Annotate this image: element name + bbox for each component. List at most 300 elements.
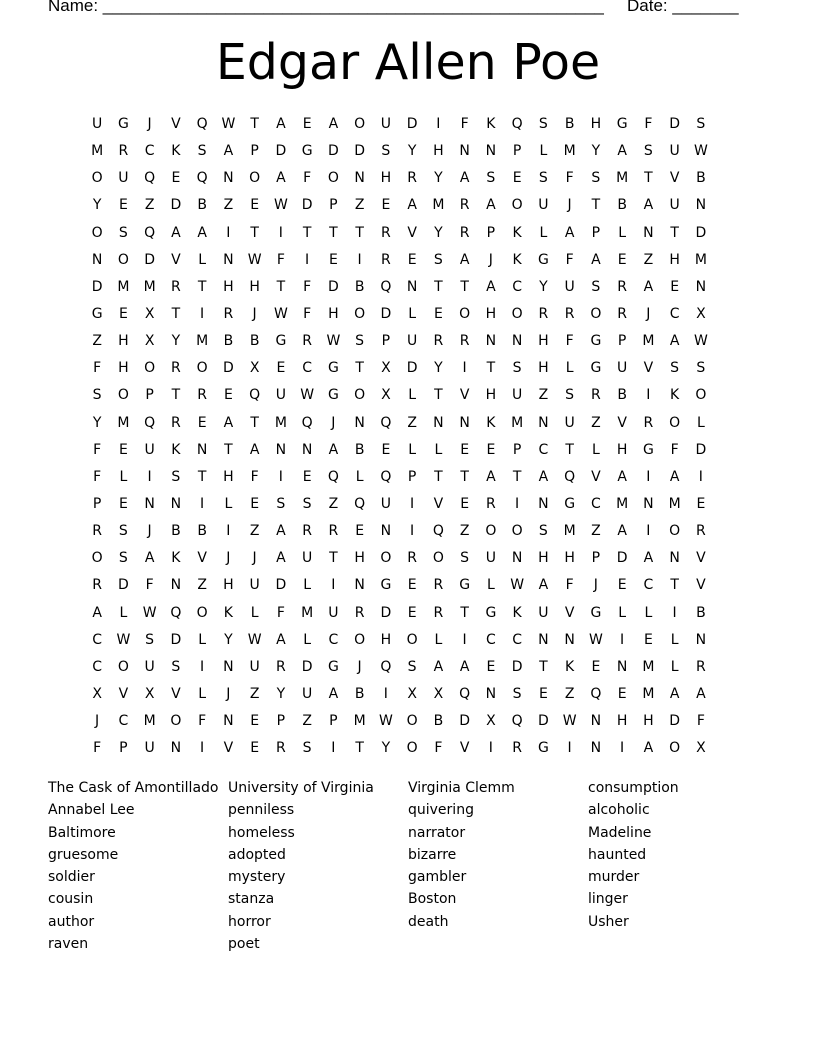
grid-letter[interactable]: V bbox=[197, 550, 207, 567]
grid-letter[interactable]: M bbox=[642, 685, 655, 702]
grid-letter[interactable]: O bbox=[669, 740, 681, 757]
grid-letter[interactable]: X bbox=[433, 685, 444, 702]
grid-letter[interactable]: G bbox=[327, 658, 339, 675]
grid-letter[interactable]: Z bbox=[591, 414, 601, 431]
grid-letter[interactable]: T bbox=[539, 658, 548, 675]
grid-letter[interactable]: E bbox=[118, 441, 128, 458]
grid-letter[interactable]: V bbox=[643, 360, 654, 377]
grid-letter[interactable]: J bbox=[488, 251, 493, 268]
grid-letter[interactable]: J bbox=[95, 713, 100, 730]
grid-letter[interactable]: A bbox=[276, 116, 286, 132]
grid-letter[interactable]: B bbox=[197, 523, 207, 540]
grid-letter[interactable]: H bbox=[564, 550, 575, 567]
grid-letter[interactable]: K bbox=[512, 251, 522, 268]
grid-letter[interactable]: L bbox=[408, 305, 417, 322]
date-field[interactable]: Date: _______ bbox=[627, 0, 739, 15]
grid-letter[interactable]: N bbox=[616, 658, 628, 675]
grid-letter[interactable]: R bbox=[407, 170, 417, 187]
grid-letter[interactable]: H bbox=[328, 305, 339, 322]
grid-letter[interactable]: S bbox=[302, 740, 312, 757]
grid-letter[interactable]: C bbox=[92, 631, 103, 648]
grid-letter[interactable]: M bbox=[563, 523, 576, 540]
grid-letter[interactable]: H bbox=[485, 387, 497, 404]
grid-letter[interactable]: D bbox=[354, 143, 366, 160]
grid-letter[interactable]: O bbox=[249, 170, 261, 187]
grid-letter[interactable]: X bbox=[144, 685, 155, 702]
grid-letter[interactable]: O bbox=[511, 305, 523, 322]
grid-letter[interactable]: E bbox=[512, 170, 522, 187]
grid-letter[interactable]: P bbox=[512, 441, 522, 458]
grid-letter[interactable]: L bbox=[198, 631, 207, 648]
grid-letter[interactable]: K bbox=[223, 604, 233, 621]
grid-letter[interactable]: E bbox=[696, 495, 706, 512]
grid-letter[interactable]: B bbox=[617, 387, 627, 404]
grid-letter[interactable]: E bbox=[118, 495, 128, 512]
grid-letter[interactable]: E bbox=[276, 360, 286, 377]
grid-letter[interactable]: N bbox=[695, 278, 707, 295]
grid-letter[interactable]: V bbox=[171, 685, 181, 702]
grid-letter[interactable]: Q bbox=[380, 278, 392, 295]
grid-letter[interactable]: F bbox=[696, 713, 705, 730]
grid-letter[interactable]: E bbox=[407, 251, 417, 268]
grid-letter[interactable]: I bbox=[357, 251, 362, 268]
grid-letter[interactable]: T bbox=[434, 387, 443, 404]
grid-letter[interactable]: E bbox=[670, 278, 680, 295]
grid-letter[interactable]: I bbox=[305, 251, 310, 268]
grid-letter[interactable]: N bbox=[643, 224, 654, 241]
grid-letter[interactable]: S bbox=[591, 278, 601, 295]
grid-letter[interactable]: T bbox=[591, 197, 601, 214]
grid-letter[interactable]: E bbox=[171, 170, 181, 187]
grid-letter[interactable]: R bbox=[433, 577, 444, 594]
grid-letter[interactable]: N bbox=[223, 658, 234, 675]
grid-letter[interactable]: R bbox=[643, 414, 654, 431]
grid-letter[interactable]: H bbox=[380, 631, 392, 648]
grid-letter[interactable]: N bbox=[223, 251, 234, 268]
grid-letter[interactable]: X bbox=[92, 685, 102, 702]
grid-letter[interactable]: Y bbox=[434, 224, 443, 241]
grid-letter[interactable]: N bbox=[223, 713, 234, 730]
grid-letter[interactable]: G bbox=[537, 251, 549, 268]
grid-letter[interactable]: L bbox=[408, 441, 417, 458]
grid-letter[interactable]: L bbox=[408, 387, 417, 404]
grid-letter[interactable]: P bbox=[119, 740, 128, 757]
grid-letter[interactable]: I bbox=[383, 685, 388, 702]
grid-letter[interactable]: I bbox=[672, 604, 677, 621]
grid-letter[interactable]: T bbox=[197, 468, 207, 485]
grid-letter[interactable]: L bbox=[670, 658, 679, 675]
grid-letter[interactable]: A bbox=[643, 740, 654, 757]
grid-letter[interactable]: J bbox=[567, 197, 572, 214]
grid-letter[interactable]: R bbox=[407, 550, 417, 567]
grid-letter[interactable]: F bbox=[93, 441, 102, 458]
grid-letter[interactable]: R bbox=[223, 305, 234, 322]
grid-letter[interactable]: Z bbox=[591, 523, 601, 540]
grid-letter[interactable]: I bbox=[646, 523, 651, 540]
grid-letter[interactable]: E bbox=[486, 441, 496, 458]
grid-letter[interactable]: F bbox=[303, 170, 312, 187]
grid-letter[interactable]: I bbox=[646, 387, 651, 404]
grid-letter[interactable]: W bbox=[273, 305, 288, 322]
grid-letter[interactable]: L bbox=[644, 604, 653, 621]
grid-letter[interactable]: H bbox=[223, 468, 234, 485]
grid-letter[interactable]: A bbox=[538, 468, 549, 485]
grid-letter[interactable]: A bbox=[92, 604, 102, 621]
grid-letter[interactable]: Z bbox=[354, 197, 365, 214]
grid-letter[interactable]: E bbox=[118, 305, 128, 322]
grid-letter[interactable]: C bbox=[302, 360, 313, 377]
grid-letter[interactable]: F bbox=[565, 170, 574, 187]
grid-letter[interactable]: V bbox=[669, 170, 680, 187]
grid-letter[interactable]: E bbox=[328, 251, 338, 268]
grid-letter[interactable]: G bbox=[327, 387, 339, 404]
grid-letter[interactable]: M bbox=[196, 333, 209, 350]
grid-letter[interactable]: K bbox=[171, 441, 181, 458]
grid-letter[interactable]: G bbox=[301, 143, 313, 160]
grid-letter[interactable]: N bbox=[170, 495, 182, 512]
grid-letter[interactable]: H bbox=[538, 333, 549, 350]
grid-letter[interactable]: E bbox=[617, 685, 627, 702]
grid-letter[interactable]: G bbox=[616, 116, 628, 132]
grid-letter[interactable]: D bbox=[511, 658, 523, 675]
grid-letter[interactable]: D bbox=[380, 604, 392, 621]
grid-letter[interactable]: N bbox=[433, 414, 444, 431]
grid-letter[interactable]: Q bbox=[301, 414, 313, 431]
grid-letter[interactable]: E bbox=[407, 604, 417, 621]
grid-letter[interactable]: W bbox=[221, 116, 236, 132]
grid-letter[interactable]: B bbox=[249, 333, 260, 350]
grid-letter[interactable]: N bbox=[669, 550, 680, 567]
grid-letter[interactable]: L bbox=[303, 631, 312, 648]
grid-letter[interactable]: B bbox=[171, 523, 181, 540]
grid-letter[interactable]: A bbox=[486, 278, 496, 295]
grid-letter[interactable]: Y bbox=[381, 740, 391, 757]
grid-letter[interactable]: E bbox=[591, 658, 601, 675]
grid-letter[interactable]: A bbox=[459, 170, 470, 187]
grid-letter[interactable]: Z bbox=[643, 251, 654, 268]
grid-letter[interactable]: D bbox=[380, 305, 392, 322]
grid-letter[interactable]: R bbox=[696, 658, 706, 675]
grid-letter[interactable]: Z bbox=[564, 685, 575, 702]
grid-letter[interactable]: V bbox=[696, 550, 706, 567]
grid-letter[interactable]: G bbox=[380, 577, 392, 594]
grid-letter[interactable]: X bbox=[696, 740, 706, 757]
grid-letter[interactable]: O bbox=[459, 305, 471, 322]
grid-letter[interactable]: F bbox=[93, 740, 102, 757]
grid-letter[interactable]: A bbox=[459, 251, 470, 268]
grid-letter[interactable]: H bbox=[433, 143, 444, 160]
grid-letter[interactable]: E bbox=[223, 387, 233, 404]
grid-letter[interactable]: H bbox=[223, 278, 234, 295]
grid-letter[interactable]: M bbox=[301, 604, 314, 621]
grid-letter[interactable]: H bbox=[538, 550, 549, 567]
grid-letter[interactable]: C bbox=[328, 631, 339, 648]
grid-letter[interactable]: R bbox=[381, 251, 391, 268]
grid-letter[interactable]: O bbox=[117, 387, 129, 404]
grid-letter[interactable]: D bbox=[327, 143, 339, 160]
grid-letter[interactable]: I bbox=[226, 224, 231, 241]
grid-letter[interactable]: N bbox=[354, 577, 365, 594]
grid-letter[interactable]: T bbox=[670, 224, 679, 241]
grid-letter[interactable]: T bbox=[565, 441, 574, 458]
grid-letter[interactable]: I bbox=[698, 468, 703, 485]
grid-letter[interactable]: E bbox=[486, 658, 496, 675]
grid-letter[interactable]: D bbox=[327, 278, 339, 295]
grid-letter[interactable]: Q bbox=[380, 468, 392, 485]
grid-letter[interactable]: T bbox=[670, 577, 679, 594]
grid-letter[interactable]: D bbox=[117, 577, 129, 594]
grid-letter[interactable]: K bbox=[565, 658, 575, 675]
grid-letter[interactable]: U bbox=[302, 685, 313, 702]
grid-letter[interactable]: O bbox=[511, 197, 523, 214]
grid-letter[interactable]: Z bbox=[223, 197, 234, 214]
grid-letter[interactable]: U bbox=[564, 278, 575, 295]
grid-letter[interactable]: W bbox=[693, 143, 708, 160]
grid-letter[interactable]: T bbox=[302, 224, 312, 241]
grid-letter[interactable]: R bbox=[381, 224, 391, 241]
grid-letter[interactable]: S bbox=[171, 658, 181, 675]
grid-letter[interactable]: Y bbox=[591, 143, 601, 160]
grid-letter[interactable]: Z bbox=[407, 414, 417, 431]
grid-letter[interactable]: S bbox=[486, 170, 496, 187]
grid-letter[interactable]: R bbox=[171, 278, 181, 295]
grid-letter[interactable]: T bbox=[171, 305, 181, 322]
grid-letter[interactable]: M bbox=[668, 495, 681, 512]
grid-letter[interactable]: X bbox=[407, 685, 417, 702]
grid-letter[interactable]: C bbox=[643, 577, 654, 594]
grid-letter[interactable]: Q bbox=[144, 170, 156, 187]
grid-letter[interactable]: A bbox=[669, 685, 680, 702]
grid-letter[interactable]: I bbox=[515, 495, 520, 512]
grid-letter[interactable]: L bbox=[670, 631, 679, 648]
grid-letter[interactable]: T bbox=[329, 224, 338, 241]
grid-letter[interactable]: B bbox=[354, 441, 365, 458]
grid-letter[interactable]: I bbox=[567, 740, 572, 757]
grid-letter[interactable]: Y bbox=[407, 143, 417, 160]
grid-letter[interactable]: Y bbox=[276, 685, 286, 702]
grid-letter[interactable]: R bbox=[171, 360, 181, 377]
grid-letter[interactable]: H bbox=[643, 713, 654, 730]
grid-letter[interactable]: G bbox=[564, 495, 576, 512]
grid-letter[interactable]: B bbox=[696, 170, 706, 187]
grid-letter[interactable]: S bbox=[591, 170, 601, 187]
grid-letter[interactable]: Q bbox=[249, 387, 261, 404]
grid-letter[interactable]: I bbox=[200, 658, 205, 675]
grid-letter[interactable]: P bbox=[329, 197, 338, 214]
grid-letter[interactable]: M bbox=[143, 713, 156, 730]
grid-letter[interactable]: B bbox=[433, 713, 444, 730]
grid-letter[interactable]: O bbox=[432, 550, 444, 567]
grid-letter[interactable]: H bbox=[380, 170, 392, 187]
grid-letter[interactable]: S bbox=[276, 495, 286, 512]
grid-letter[interactable]: I bbox=[488, 740, 493, 757]
grid-letter[interactable]: S bbox=[407, 658, 417, 675]
grid-letter[interactable]: L bbox=[591, 441, 600, 458]
grid-letter[interactable]: O bbox=[406, 713, 418, 730]
grid-letter[interactable]: V bbox=[407, 224, 417, 241]
grid-letter[interactable]: A bbox=[486, 197, 496, 214]
grid-letter[interactable]: I bbox=[200, 305, 205, 322]
grid-letter[interactable]: O bbox=[695, 387, 707, 404]
grid-letter[interactable]: A bbox=[276, 523, 286, 540]
grid-letter[interactable]: N bbox=[406, 278, 418, 295]
grid-letter[interactable]: R bbox=[92, 523, 102, 540]
grid-letter[interactable]: Y bbox=[171, 333, 181, 350]
grid-letter[interactable]: A bbox=[617, 523, 627, 540]
grid-letter[interactable]: W bbox=[247, 631, 262, 648]
grid-letter[interactable]: R bbox=[512, 740, 522, 757]
grid-letter[interactable]: A bbox=[617, 143, 627, 160]
grid-letter[interactable]: N bbox=[485, 685, 497, 702]
grid-letter[interactable]: I bbox=[200, 740, 205, 757]
grid-letter[interactable]: M bbox=[642, 658, 655, 675]
grid-letter[interactable]: O bbox=[406, 740, 418, 757]
grid-letter[interactable]: Q bbox=[327, 468, 339, 485]
grid-letter[interactable]: P bbox=[276, 713, 286, 730]
grid-letter[interactable]: A bbox=[171, 224, 181, 241]
grid-letter[interactable]: O bbox=[511, 523, 523, 540]
grid-letter[interactable]: D bbox=[669, 116, 681, 132]
grid-letter[interactable]: H bbox=[616, 441, 628, 458]
grid-letter[interactable]: L bbox=[198, 251, 207, 268]
grid-letter[interactable]: V bbox=[171, 116, 181, 132]
grid-letter[interactable]: F bbox=[303, 278, 312, 295]
grid-letter[interactable]: S bbox=[696, 360, 706, 377]
grid-letter[interactable]: Q bbox=[144, 224, 156, 241]
grid-letter[interactable]: B bbox=[354, 278, 365, 295]
grid-letter[interactable]: I bbox=[278, 224, 283, 241]
grid-letter[interactable]: K bbox=[670, 387, 680, 404]
grid-letter[interactable]: U bbox=[669, 197, 680, 214]
grid-letter[interactable]: S bbox=[512, 685, 522, 702]
grid-letter[interactable]: R bbox=[486, 495, 496, 512]
grid-letter[interactable]: Y bbox=[434, 170, 443, 187]
grid-letter[interactable]: P bbox=[329, 713, 338, 730]
grid-letter[interactable]: X bbox=[486, 713, 496, 730]
grid-letter[interactable]: O bbox=[91, 170, 103, 187]
grid-letter[interactable]: G bbox=[275, 333, 287, 350]
grid-letter[interactable]: U bbox=[485, 550, 496, 567]
grid-letter[interactable]: I bbox=[331, 577, 336, 594]
grid-letter[interactable]: N bbox=[354, 414, 365, 431]
grid-letter[interactable]: R bbox=[564, 305, 575, 322]
grid-letter[interactable]: L bbox=[355, 468, 364, 485]
grid-letter[interactable]: D bbox=[669, 713, 681, 730]
grid-letter[interactable]: S bbox=[118, 550, 128, 567]
grid-letter[interactable]: F bbox=[276, 604, 285, 621]
grid-letter[interactable]: B bbox=[197, 197, 207, 214]
grid-letter[interactable]: W bbox=[510, 577, 525, 594]
grid-letter[interactable]: N bbox=[538, 495, 549, 512]
grid-letter[interactable]: Y bbox=[539, 278, 548, 295]
grid-letter[interactable]: N bbox=[511, 550, 523, 567]
grid-letter[interactable]: I bbox=[436, 116, 441, 132]
grid-letter[interactable]: K bbox=[171, 550, 181, 567]
grid-letter[interactable]: N bbox=[643, 495, 654, 512]
grid-letter[interactable]: V bbox=[696, 577, 706, 594]
grid-letter[interactable]: I bbox=[410, 523, 415, 540]
grid-letter[interactable]: A bbox=[643, 550, 654, 567]
grid-letter[interactable]: L bbox=[434, 441, 443, 458]
grid-letter[interactable]: V bbox=[459, 740, 470, 757]
grid-letter[interactable]: R bbox=[118, 143, 129, 160]
grid-letter[interactable]: L bbox=[250, 604, 259, 621]
grid-letter[interactable]: F bbox=[93, 360, 102, 377]
grid-letter[interactable]: M bbox=[143, 278, 156, 295]
grid-letter[interactable]: A bbox=[433, 658, 444, 675]
grid-letter[interactable]: A bbox=[223, 414, 234, 431]
grid-letter[interactable]: P bbox=[486, 224, 496, 241]
grid-letter[interactable]: G bbox=[91, 305, 103, 322]
grid-letter[interactable]: L bbox=[119, 604, 128, 621]
grid-letter[interactable]: A bbox=[328, 685, 339, 702]
grid-letter[interactable]: J bbox=[147, 116, 152, 132]
grid-letter[interactable]: A bbox=[617, 468, 627, 485]
grid-letter[interactable]: L bbox=[119, 468, 128, 485]
grid-letter[interactable]: S bbox=[118, 224, 128, 241]
grid-letter[interactable]: E bbox=[118, 197, 128, 214]
grid-letter[interactable]: Z bbox=[92, 333, 102, 350]
grid-letter[interactable]: O bbox=[327, 170, 339, 187]
grid-letter[interactable]: O bbox=[380, 550, 392, 567]
grid-letter[interactable]: S bbox=[355, 333, 365, 350]
grid-letter[interactable]: T bbox=[250, 224, 259, 241]
grid-letter[interactable]: M bbox=[117, 414, 130, 431]
grid-letter[interactable]: F bbox=[276, 251, 285, 268]
grid-letter[interactable]: K bbox=[486, 116, 496, 132]
grid-letter[interactable]: M bbox=[642, 333, 655, 350]
grid-letter[interactable]: T bbox=[276, 278, 286, 295]
grid-letter[interactable]: J bbox=[226, 685, 231, 702]
grid-letter[interactable]: K bbox=[512, 604, 522, 621]
grid-letter[interactable]: O bbox=[117, 251, 129, 268]
grid-letter[interactable]: R bbox=[433, 604, 444, 621]
grid-letter[interactable]: T bbox=[250, 414, 259, 431]
grid-letter[interactable]: F bbox=[434, 740, 443, 757]
grid-letter[interactable]: O bbox=[590, 305, 602, 322]
grid-letter[interactable]: U bbox=[302, 550, 313, 567]
grid-letter[interactable]: A bbox=[486, 468, 496, 485]
grid-letter[interactable]: O bbox=[485, 523, 497, 540]
grid-letter[interactable]: D bbox=[459, 713, 471, 730]
grid-letter[interactable]: R bbox=[276, 740, 286, 757]
grid-letter[interactable]: X bbox=[144, 305, 155, 322]
grid-letter[interactable]: J bbox=[252, 305, 257, 322]
grid-letter[interactable]: L bbox=[565, 360, 574, 377]
grid-letter[interactable]: O bbox=[91, 224, 103, 241]
grid-letter[interactable]: I bbox=[462, 360, 467, 377]
grid-letter[interactable]: U bbox=[407, 333, 418, 350]
grid-letter[interactable]: Z bbox=[302, 713, 312, 730]
grid-letter[interactable]: S bbox=[565, 387, 575, 404]
grid-letter[interactable]: N bbox=[459, 414, 470, 431]
grid-letter[interactable]: X bbox=[381, 360, 391, 377]
grid-letter[interactable]: B bbox=[617, 197, 627, 214]
grid-letter[interactable]: N bbox=[354, 170, 365, 187]
grid-letter[interactable]: L bbox=[303, 577, 312, 594]
grid-letter[interactable]: R bbox=[459, 224, 470, 241]
grid-letter[interactable]: W bbox=[273, 197, 288, 214]
grid-letter[interactable]: W bbox=[693, 333, 708, 350]
grid-letter[interactable]: A bbox=[538, 577, 549, 594]
grid-letter[interactable]: S bbox=[118, 523, 128, 540]
grid-letter[interactable]: H bbox=[223, 577, 234, 594]
grid-letter[interactable]: W bbox=[326, 333, 341, 350]
grid-letter[interactable]: Z bbox=[197, 577, 207, 594]
grid-letter[interactable]: G bbox=[590, 360, 602, 377]
grid-letter[interactable]: N bbox=[538, 414, 549, 431]
grid-letter[interactable]: Q bbox=[380, 658, 392, 675]
